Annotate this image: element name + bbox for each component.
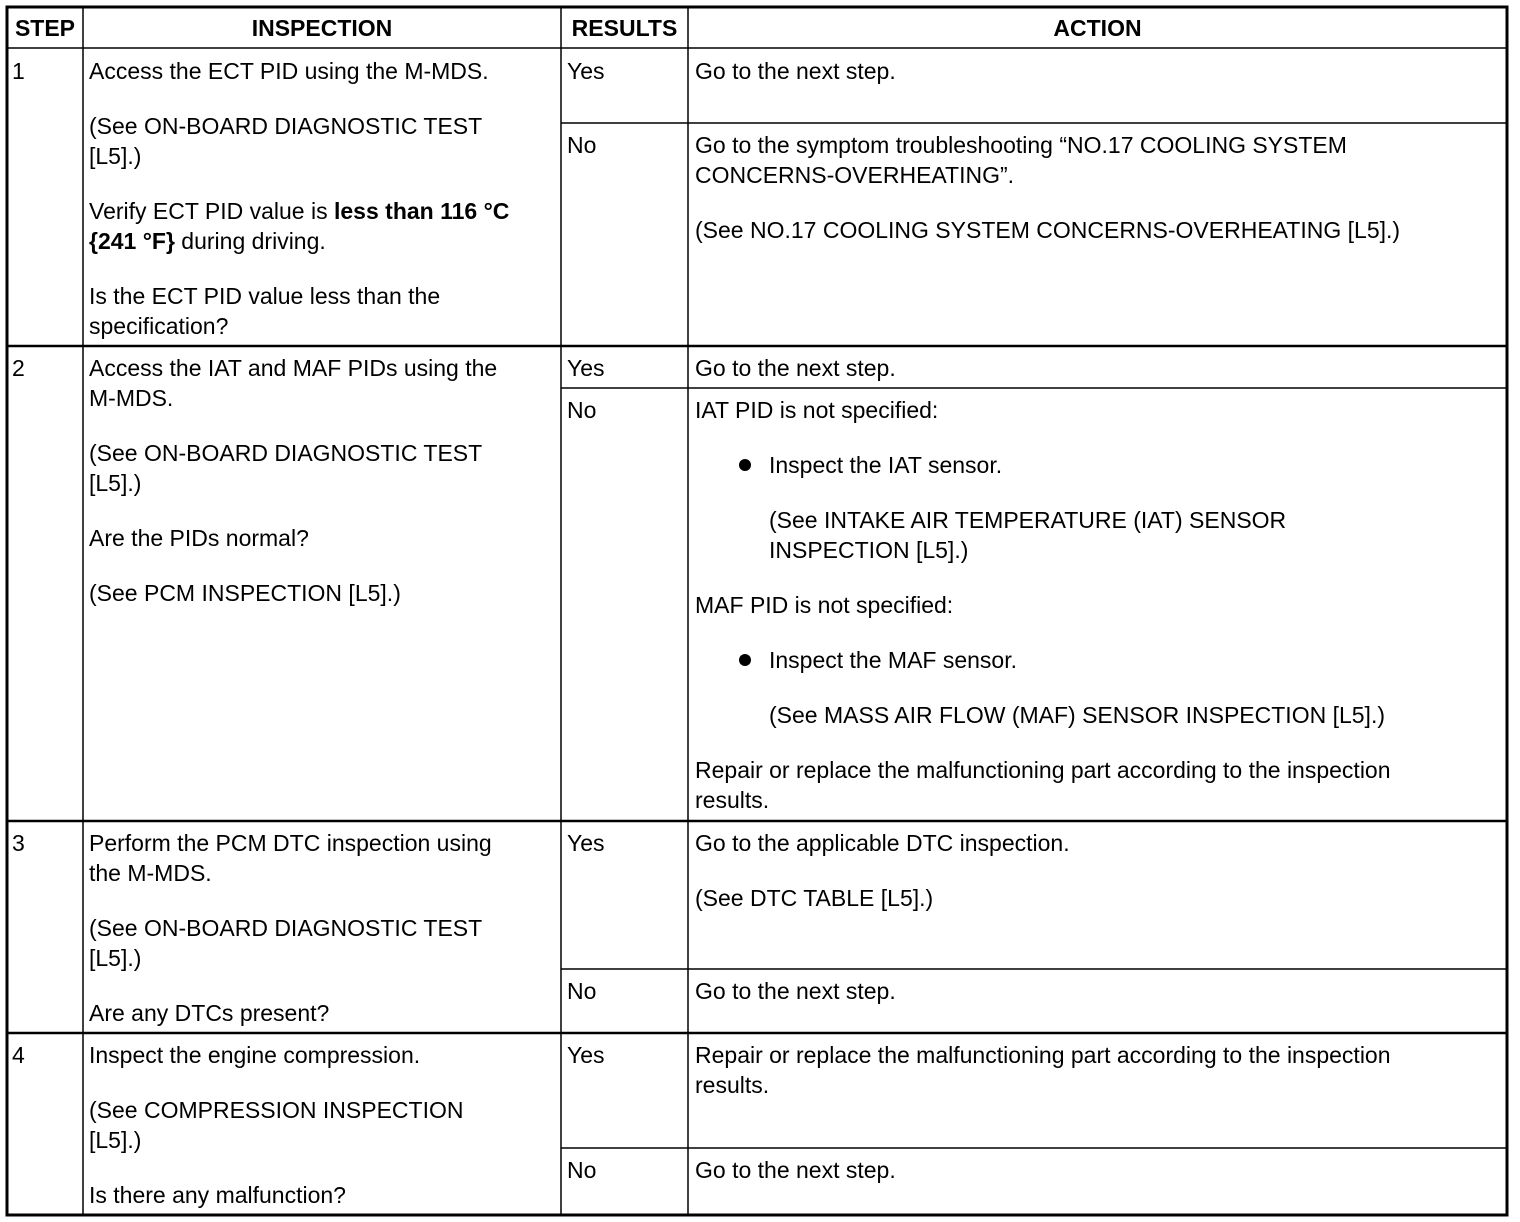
inspection-line: [L5].) xyxy=(89,143,142,169)
action-no: Go to the next step. xyxy=(695,978,896,1004)
inspection-line: (See ON-BOARD DIAGNOSTIC TEST xyxy=(89,915,483,941)
step-inspection xyxy=(89,56,509,341)
action-line: Inspect the MAF sensor. xyxy=(769,647,1018,673)
action-yes: Go to the next step. xyxy=(695,355,896,381)
specification-value: {241 °F} xyxy=(89,228,175,254)
inspection-line xyxy=(89,226,509,256)
header-action: ACTION xyxy=(1053,15,1142,41)
bullet-icon xyxy=(739,654,751,666)
step-number: 1 xyxy=(12,58,25,84)
action-line: results. xyxy=(695,1072,770,1098)
inspection-line: Is there any malfunction? xyxy=(89,1182,346,1208)
action-line: IAT PID is not specified: xyxy=(695,397,939,423)
action-line: (See DTC TABLE [L5].) xyxy=(695,885,934,911)
action-no: Go to the next step. xyxy=(695,1157,896,1183)
step-number: 2 xyxy=(12,355,25,381)
action-line: (See NO.17 COOLING SYSTEM CONCERNS-OVERHEATING [L5].) xyxy=(695,217,1401,243)
inspection-text: during driving. xyxy=(174,228,326,254)
action-line: INSPECTION [L5].) xyxy=(769,537,969,563)
inspection-line: the M-MDS. xyxy=(89,860,212,886)
inspection-line: Inspect the engine compression. xyxy=(89,1042,421,1068)
step-number: 3 xyxy=(12,830,25,856)
result-yes: Yes xyxy=(567,830,605,856)
inspection-line: [L5].) xyxy=(89,945,142,971)
action-yes xyxy=(695,828,1070,913)
inspection-line xyxy=(89,196,509,226)
inspection-line: Is the ECT PID value less than the xyxy=(89,283,441,309)
step-number: 4 xyxy=(12,1042,25,1068)
result-no: No xyxy=(567,397,597,423)
inspection-line: M-MDS. xyxy=(89,385,174,411)
inspection-text: Verify ECT PID value is xyxy=(89,198,334,224)
header-step: STEP xyxy=(14,15,76,41)
result-yes: Yes xyxy=(567,1042,605,1068)
result-yes: Yes xyxy=(567,355,605,381)
step-inspection xyxy=(89,1040,463,1210)
inspection-line: Access the IAT and MAF PIDs using the xyxy=(89,355,498,381)
inspection-line: (See COMPRESSION INSPECTION xyxy=(89,1097,464,1123)
action-line: CONCERNS-OVERHEATING”. xyxy=(695,162,1015,188)
inspection-line: (See ON-BOARD DIAGNOSTIC TEST xyxy=(89,113,483,139)
action-yes: Go to the next step. xyxy=(695,58,896,84)
header-results: RESULTS xyxy=(571,15,678,41)
bullet-icon xyxy=(739,459,751,471)
action-line: Inspect the IAT sensor. xyxy=(769,452,1003,478)
inspection-line: [L5].) xyxy=(89,1127,142,1153)
result-no: No xyxy=(567,978,597,1004)
result-yes: Yes xyxy=(567,58,605,84)
result-no: No xyxy=(567,1157,597,1183)
action-line: Go to the applicable DTC inspection. xyxy=(695,830,1070,856)
action-line: (See INTAKE AIR TEMPERATURE (IAT) SENSOR xyxy=(769,507,1287,533)
action-line: Repair or replace the malfunctioning part according to the inspection xyxy=(695,1042,1391,1068)
step-inspection xyxy=(89,353,497,608)
inspection-line: specification? xyxy=(89,313,229,339)
action-line: results. xyxy=(695,787,770,813)
inspection-line: Are any DTCs present? xyxy=(89,1000,330,1026)
action-yes xyxy=(695,1040,1391,1100)
action-no xyxy=(695,130,1400,245)
inspection-line: (See PCM INSPECTION [L5].) xyxy=(89,580,401,606)
step-inspection xyxy=(89,828,492,1028)
specification-value: less than 116 °C xyxy=(334,198,510,224)
inspection-line: Are the PIDs normal? xyxy=(89,525,309,551)
inspection-line: [L5].) xyxy=(89,470,142,496)
inspection-line: Access the ECT PID using the M-MDS. xyxy=(89,58,489,84)
action-line: Repair or replace the malfunctioning part according to the inspection xyxy=(695,757,1391,783)
action-no xyxy=(695,395,1391,815)
action-line: (See MASS AIR FLOW (MAF) SENSOR INSPECTION [L5].) xyxy=(769,702,1385,728)
inspection-line: Perform the PCM DTC inspection using xyxy=(89,830,492,856)
action-line: MAF PID is not specified: xyxy=(695,592,954,618)
inspection-line: (See ON-BOARD DIAGNOSTIC TEST xyxy=(89,440,483,466)
action-line: Go to the symptom troubleshooting “NO.17 COOLING SYSTEM xyxy=(695,132,1347,158)
header-inspection: INSPECTION xyxy=(251,15,393,41)
result-no: No xyxy=(567,132,597,158)
